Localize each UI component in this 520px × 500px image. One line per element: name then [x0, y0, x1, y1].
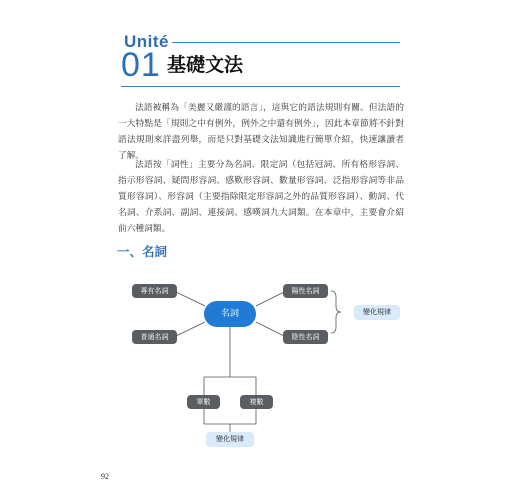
connector-masculine: [256, 292, 284, 306]
unit-number: 01: [121, 46, 161, 84]
connector-common: [176, 322, 205, 336]
unit-label: Unité: [124, 32, 169, 51]
center-node-noun: 名詞: [204, 301, 256, 327]
number-rule-box: 變化規律: [206, 432, 254, 447]
gender-brace: [331, 291, 341, 333]
connector-number: [204, 327, 256, 396]
section-heading: 一、名詞: [117, 244, 168, 259]
plural-pill: 複數: [240, 395, 273, 409]
connector-proper: [176, 292, 205, 306]
page-number: 92: [101, 472, 109, 481]
parts-of-speech-paragraph: 法語按「詞性」主要分為名詞、限定詞（包括冠詞、所有格形容詞、指示形容詞、疑問形容詞、感歎形容詞、數量形容詞、泛指形容詞等非品質形容詞）、形容詞（主要指除限定形容詞之外的品質形容詞）、動詞、代名詞、介系詞、副詞、連接詞、感嘆詞九大詞類。在本章中，主要會介紹前六種詞類。: [118, 160, 404, 234]
page-title: 基礎文法: [167, 54, 244, 76]
gender-rule-box: 變化規律: [354, 305, 400, 320]
singular-pill: 單數: [187, 395, 220, 409]
proper-noun-pill: 專有名詞: [132, 284, 177, 298]
connector-number-rule: [204, 409, 256, 433]
masculine-noun-pill: 陽性名詞: [283, 284, 328, 298]
intro-paragraph: 法語被稱為「美麗又嚴謹的語言」，這與它的語法規則有關。但法語的一大特點是「規則之中有例外，例外之中還有例外」，因此本章節將不針對語法規則來詳盡列舉，而是只對基礎文法知識進行簡單介紹，快速讓讀者了解。: [118, 103, 404, 161]
connector-feminine: [256, 322, 284, 336]
feminine-noun-pill: 陰性名詞: [283, 330, 328, 344]
common-noun-pill: 普通名詞: [132, 330, 177, 344]
